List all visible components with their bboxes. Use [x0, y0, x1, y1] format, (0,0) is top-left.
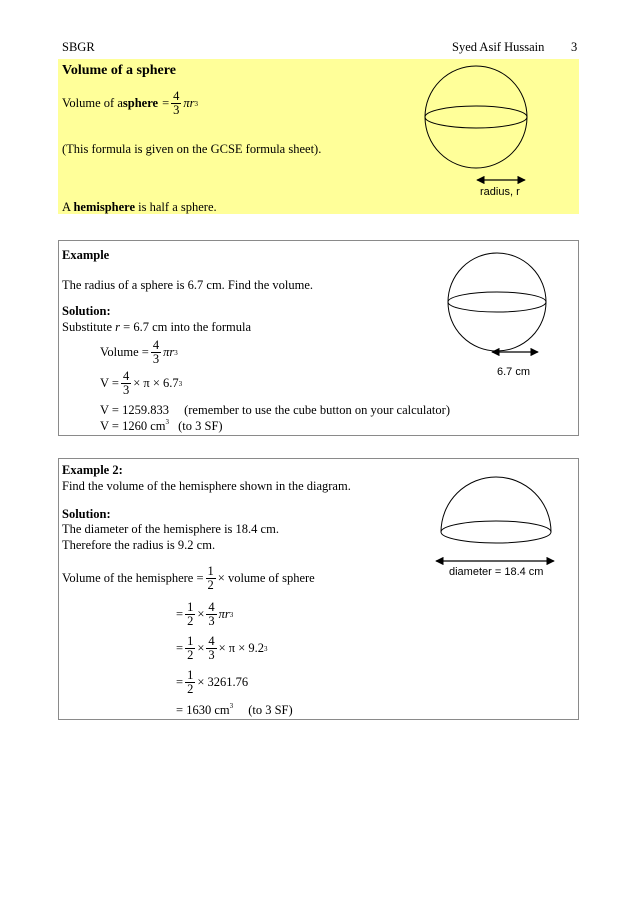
hemisphere-base [441, 521, 551, 543]
example1-substitution: V = $\frac{4}{3}$ × π × 6.7 3 [100, 369, 183, 398]
example1-question: The radius of a sphere is 6.7 cm. Find the volume. [62, 278, 313, 292]
example2-volume-statement: Volume of the hemisphere = $\frac{1}{2}$ × volume of sphere [62, 564, 315, 593]
example2-step2: = $\frac{1}{2}$ × $\frac{4}{3}$ × π × 9.2 3 [176, 634, 268, 663]
radius-label: radius, r [480, 186, 520, 198]
example1-result1: V = 1259.833 (remember to use the cube button on your calculator) [100, 403, 450, 417]
header-author: Syed Asif Hussain [452, 40, 545, 54]
example1-sphere-outline [448, 253, 546, 351]
formula-note: (This formula is given on the GCSE formula sheet). [62, 142, 322, 156]
example2-step1: = $\frac{1}{2}$ × $\frac{4}{3}$ πr 3 [176, 600, 234, 629]
example1-sphere-equator [448, 292, 546, 312]
example2-heading: Example 2: [62, 463, 123, 477]
section-title: Volume of a sphere [62, 63, 176, 78]
sphere-diagram [420, 62, 540, 192]
example2-question: Find the volume of the hemisphere shown in the diagram. [62, 479, 351, 493]
page-number: 3 [571, 40, 578, 54]
example2-solution-label: Solution: [62, 507, 111, 521]
example2-step3: = $\frac{1}{2}$ × 3261.76 [176, 668, 249, 697]
diameter-label: diameter = 18.4 cm [449, 566, 544, 578]
sphere-outline [425, 66, 527, 168]
sphere-formula: Volume of a sphere = $\frac{4}{3}$ πr 3 [62, 89, 199, 118]
example1-volume-formula: Volume = $\frac{4}{3}$ πr 3 [100, 338, 178, 367]
example2-line1: The diameter of the hemisphere is 18.4 cm. [62, 522, 279, 536]
hemisphere-definition: A hemisphere is half a sphere. [62, 200, 217, 214]
hemisphere-diagram [430, 470, 560, 570]
header-left: SBGR [62, 40, 95, 54]
sphere-equator [425, 106, 527, 128]
example1-sphere-diagram [440, 246, 550, 361]
example1-result2: V = 1260 $cm^3$ (to 3 SF) [100, 418, 223, 433]
fraction-four-thirds: $\frac{4}{3}$ [173, 89, 180, 118]
example1-diagram-label: 6.7 cm [497, 366, 531, 378]
example2-final: = 1630 $cm^3$ (to 3 SF) [176, 702, 293, 717]
example1-solution-label: Solution: [62, 304, 111, 318]
example2-line2: Therefore the radius is 9.2 cm. [62, 538, 216, 552]
example1-substitute: Substitute r = 6.7 cm into the formula [62, 320, 251, 334]
example1-heading: Example [62, 248, 110, 262]
